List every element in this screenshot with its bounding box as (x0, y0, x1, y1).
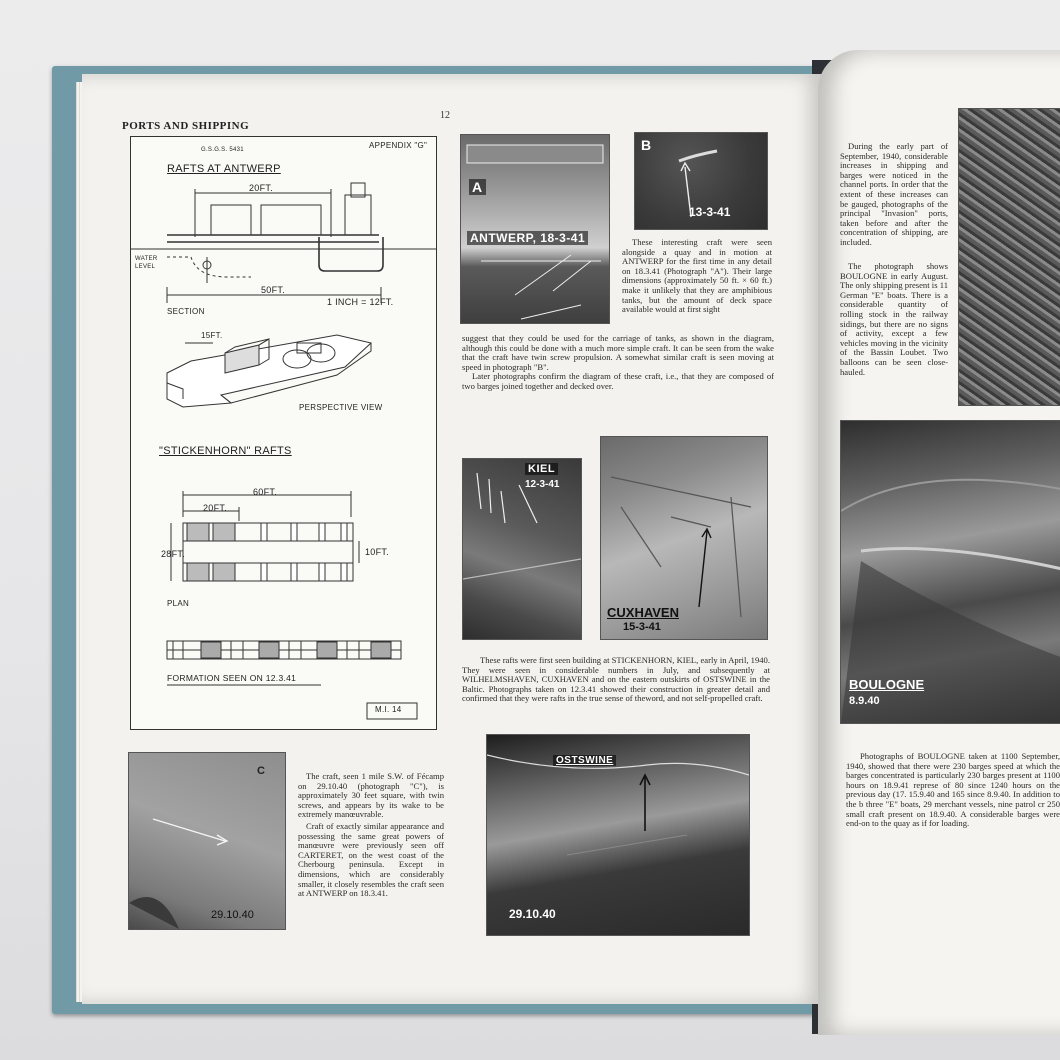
map-ref: G.S.G.S. 5431 (201, 147, 244, 153)
dim-15ft: 15FT. (201, 331, 223, 340)
photo-boulogne-august (958, 108, 1060, 406)
photo-c (128, 752, 286, 930)
photo-cuxhaven (600, 436, 768, 640)
photo-c-date: 29.10.40 (211, 909, 254, 921)
appendix-label: APPENDIX "G" (369, 141, 428, 150)
text-antwerp-later: Later photographs confirm the diagram of these craft, i.e., that they are composed of two barges joined together and decked over. (462, 371, 774, 391)
photo-cux-date: 15-3-41 (623, 621, 661, 633)
dim-20ft: 20FT. (249, 183, 274, 193)
photo-a-marks (461, 135, 609, 323)
title-antwerp: RAFTS AT ANTWERP (167, 163, 281, 175)
photo-boulogne-caption: BOULOGNE (849, 677, 925, 692)
scale-label: 1 INCH = 12FT. (327, 297, 394, 307)
section-header: PORTS AND SHIPPING (122, 120, 250, 132)
title-stickenhorn: "STICKENHORN" RAFTS (159, 445, 292, 457)
dim-60ft: 60FT. (253, 487, 278, 497)
photo-a-letter: A (469, 179, 486, 195)
text-right-1: During the early part of September, 1940, considerable increases in shipping and barges were noticed in the channel ports. In order that the extent of these increases can be gauged, photographs of the principal "Invasion" ports, taken before and after the concentration of shipping, are included. (840, 141, 948, 247)
dim-10ft: 10FT. (365, 547, 390, 557)
text-antwerp-narrow: These interesting craft were seen alongside a quay and in motion at ANTWERP for the first time in any detail on 18.3.41 (Photograph "A"). Their large dimensions (approximately 50 ft. × 60 ft.) make it unlikely that they are amphibious tanks, but the amount of deck space available would at first sight (622, 237, 772, 315)
photo-b (634, 132, 768, 230)
photo-antwerp (460, 134, 610, 324)
photo-kiel-date: 12-3-41 (525, 479, 560, 490)
photo-c-marks (129, 753, 285, 929)
perspective-label: PERSPECTIVE VIEW (299, 403, 383, 412)
text-stickenhorn: These rafts were first seen building at STICKENHORN, KIEL, early in April, 1940. They were seen in considerable numbers in July, and subsequently at WILHELMSHAVEN, CUXHAVEN and on the eastern outskirts of OSTSWINE in the Baltic. Photographs taken on 12.3.41 showed their construction in greater detail and confirmed that they were rafts in the true sense of theword, and not self-propelled craft. (462, 655, 770, 704)
dim-20ft-plan: 20FT. (203, 503, 228, 513)
photo-cux-caption: CUXHAVEN (607, 605, 679, 620)
text-fecamp-2: Craft of exactly similar appearance and possessing the same great powers of manœuvre were previously seen off CARTERET, on the west coast of the Cherbourg peninsula. Except in dimensions, which are considerably smaller, it closely resembles the craft seen at ANTWERP on 18.3.41. (298, 821, 444, 899)
photo-kiel-marks (463, 459, 581, 639)
dim-28ft: 28FT. (161, 549, 186, 559)
photo-c-letter: C (257, 765, 265, 777)
photo-kiel-caption: KIEL (525, 463, 558, 475)
mi14-label: M.I. 14 (375, 705, 402, 714)
plan-label: PLAN (167, 599, 190, 608)
photo-boulogne (840, 420, 1060, 724)
photo-ostswine-date: 29.10.40 (509, 907, 556, 921)
page-number: 12 (440, 110, 450, 121)
photo-b-caption: 13-3-41 (689, 205, 731, 219)
section-label: SECTION (167, 307, 205, 316)
photo-kiel (462, 458, 582, 640)
text-fecamp-1: The craft, seen 1 mile S.W. of Fécamp on 29.10.40 (photograph "C"), is approximately 30 feet square, with twin screws, and appears by its wake to be extremely manœuvrable. (298, 771, 444, 820)
dim-50ft: 50FT. (261, 285, 286, 295)
text-right-2: The photograph shows BOULOGNE in early August. The only shipping present is 11 German "E" boats. There is a considerable quantity of rolling stock in the railway sidings, but there are no signs of activity, except a few vehicles moving in the vicinity of the Bassin Loubet. Two balloons can be seen close-hauled. (840, 261, 948, 377)
photo-boulogne-date: 8.9.40 (849, 695, 880, 707)
text-antwerp-wide: suggest that they could be used for the carriage of tanks, as shown in the diagram, although this could be done with a much more simple craft. It can be seen from the wake that the craft have twin screw propulsion. A somewhat similar craft is seen moving at speed in photograph "B". (462, 333, 774, 372)
raft-diagram (130, 136, 437, 730)
photo-a-caption: ANTWERP, 18-3-41 (467, 231, 588, 245)
diagram-drawing (131, 137, 436, 729)
text-right-3: Photographs of BOULOGNE taken at 1100 September, 1940, showed that there were 230 barges speed at which the barges concentrated is particularly 230 barges present at 1100 hours on 18.9.41 represe of 80 since 1240 hours on the previous day (17. 15.9.40 and 165 since 8.9.40. In addition to the b three "E" boats, 29 merchant vessels, nine patrol cr 250 small craft present on 18.9.40. A considerable barges were end-on to the quay as if for loading. (846, 751, 1060, 829)
photo-ostswine (486, 734, 750, 936)
photo-b-letter: B (641, 137, 652, 153)
formation-label: FORMATION SEEN ON 12.3.41 (167, 673, 297, 683)
photo-ostswine-caption: OSTSWINE (553, 755, 616, 766)
water-level-label: WATER LEVEL (135, 256, 158, 270)
photo-ostswine-marks (487, 735, 749, 935)
